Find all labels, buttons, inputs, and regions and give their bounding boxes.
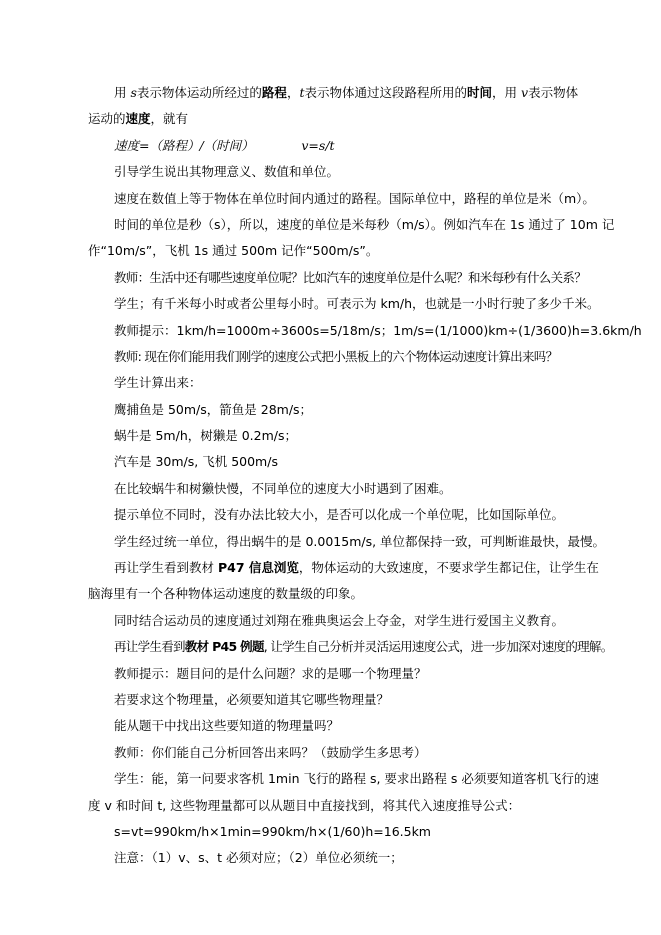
text-run: 脑海里有一个各种物体运动速度的数量级的印象。 xyxy=(88,586,364,602)
text-line xyxy=(88,581,610,607)
text-line xyxy=(88,449,610,475)
text-line xyxy=(88,344,610,370)
text-run: 运动的 xyxy=(88,111,126,127)
text-line xyxy=(88,318,642,344)
text-run: 度 v 和时间 t, 这些物理量都可以从题目中直接找到，将其代入速度推导公式： xyxy=(88,797,521,813)
text-line xyxy=(88,845,610,871)
text-line xyxy=(88,661,610,687)
text-run: 能从题干中找出这些要知道的物理量吗？ xyxy=(114,718,340,734)
bold-text-run: 时间 xyxy=(467,85,493,100)
text-line xyxy=(88,397,610,423)
text-line xyxy=(88,476,610,502)
text-run: ， xyxy=(286,85,300,100)
text-line xyxy=(88,713,610,739)
text-run: 引导学生说出其物理意义、数值和单位。 xyxy=(114,164,340,180)
text-line xyxy=(88,819,610,845)
bold-text-run: 速度 xyxy=(125,111,151,127)
text-run: 再让学生看到 xyxy=(114,639,185,655)
text-line xyxy=(88,80,610,106)
text-run: 表示物体通过这段路程所用的 xyxy=(304,85,467,100)
text-run: 若要求这个物理量，必须要知道其它哪些物理量？ xyxy=(114,691,390,707)
bold-text-run: P47 信息浏览 xyxy=(217,560,299,576)
text-line xyxy=(88,555,610,581)
text-line xyxy=(88,634,613,660)
text-run: 教师：你们能自己分析回答出来吗？（鼓励学生多思考） xyxy=(114,744,427,760)
text-run: 作“10m/s”，飞机 1s 通过 500m 记作“500m/s”。 xyxy=(88,243,379,259)
text-line xyxy=(88,159,610,185)
text-line xyxy=(88,502,610,528)
text-run: 教师提示：题目问的是什么问题？求的是哪一个物理量？ xyxy=(114,665,427,681)
text-run: 再让学生看到教材 xyxy=(114,560,218,576)
italic-text-run: 速度=（路程）/（时间） xyxy=(114,137,302,153)
text-line xyxy=(88,423,610,449)
italic-text-run: s xyxy=(130,85,137,100)
text-line xyxy=(88,370,610,396)
text-line xyxy=(88,766,610,792)
text-run: 教师提示：1km/h=1000m÷3600s=5/18m/s；1m/s=(1/1000)km÷(1/3600)h=3.6km/h xyxy=(114,322,642,338)
text-run: 表示物体 xyxy=(528,85,579,100)
text-run: 学生；有千米每小时或者公里每小时。可表示为 km/h，也就是一小时行驶了多少千米。 xyxy=(114,296,600,312)
text-line xyxy=(88,106,610,132)
text-run: 教师：生活中还有哪些速度单位呢？比如汽车的速度单位是什么呢？和米每秒有什么关系？ xyxy=(114,269,587,285)
text-run: 教师: 现在你们能用我们刚学的速度公式把小黑板上的六个物体运动速度计算出来吗？ xyxy=(114,348,558,364)
text-run: 注意：（1）v、s、t 必须对应；（2）单位必须统一； xyxy=(114,850,403,866)
text-line xyxy=(88,212,615,238)
text-run: s=vt=990km/h×1min=990km/h×(1/60)h=16.5km xyxy=(114,823,431,839)
text-line xyxy=(88,186,610,212)
text-line xyxy=(88,793,610,819)
text-line xyxy=(88,133,610,159)
text-line xyxy=(88,291,610,317)
text-run: ，物体运动的大致速度，不要求学生都记住，让学生在 xyxy=(298,560,599,576)
text-line xyxy=(88,265,610,291)
text-run: , 让学生自己分析并灵活运用速度公式，进一步加深对速度的理解。 xyxy=(263,639,613,655)
text-run: 速度在数值上等于物体在单位时间内通过的路程。国际单位中，路程的单位是米（m）。 xyxy=(114,190,595,206)
text-run: 用 xyxy=(114,85,131,100)
text-line xyxy=(88,529,610,555)
text-line xyxy=(88,687,610,713)
bold-text-run: 路程 xyxy=(261,85,287,100)
text-line xyxy=(88,608,610,634)
text-run: 学生：能，第一问要求客机 1min 飞行的路程 s, 要求出路程 s 必须要知道客机飞行的速 xyxy=(114,771,599,787)
italic-text-run: t xyxy=(299,85,305,100)
text-run: 提示单位不同时，没有办法比较大小，是否可以化成一个单位呢，比如国际单位。 xyxy=(114,507,565,523)
italic-text-run: v xyxy=(521,85,529,100)
text-run: 蜗牛是 5m/h，树獭是 0.2m/s； xyxy=(114,428,297,444)
text-run: 同时结合运动员的速度通过刘翔在雅典奥运会上夺金，对学生进行爱国主义教育。 xyxy=(114,612,565,628)
bold-text-run: 教材 P45 例题 xyxy=(184,639,264,655)
text-run: 汽车是 30m/s, 飞机 500m/s xyxy=(114,454,278,470)
text-run: 鹰捕鱼是 50m/s，箭鱼是 28m/s； xyxy=(114,401,313,417)
text-line xyxy=(88,238,610,264)
text-run: 表示物体运动所经过的 xyxy=(136,85,262,100)
italic-text-run: v=s/t xyxy=(301,137,335,153)
text-run: ，用 xyxy=(492,85,521,100)
text-run: 学生经过统一单位，得出蜗牛的是 0.0015m/s, 单位都保持一致，可判断谁最快，最慢。 xyxy=(114,533,606,549)
document-body xyxy=(88,80,642,872)
text-run: ，就有 xyxy=(150,111,189,127)
text-run: 在比较蜗牛和树獭快慢，不同单位的速度大小时遇到了困难。 xyxy=(114,480,452,496)
text-line xyxy=(88,740,610,766)
text-run: 时间的单位是秒（s），所以，速度的单位是米每秒（m/s）。例如汽车在 1s 通过了 10m 记 xyxy=(114,216,615,232)
text-run: 学生计算出来： xyxy=(114,375,202,391)
